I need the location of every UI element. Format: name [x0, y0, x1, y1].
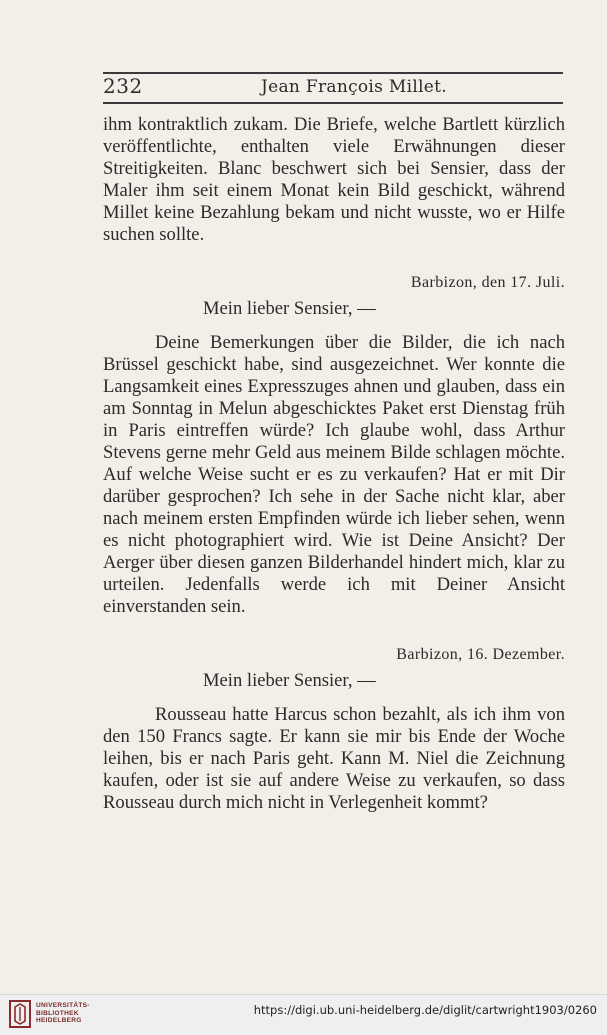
letter2-salutation: Mein lieber Sensier, —: [203, 670, 376, 691]
intro-paragraph: ihm kontraktlich zukam. Die Briefe, welche Bartlett kürzlich veröffentlichte, enthalten viele Erwähnungen dieser Streitigkeiten. Blanc beschwert sich bei Sensier, dass der Maler ihm seit einem Monat kein Bild geschickt, während Millet keine Bezahlung bekam und nicht wusste, wo er Hilfe suchen sollte.: [103, 114, 565, 245]
body-text: [103, 114, 565, 814]
library-name: [36, 1002, 90, 1025]
viewer-footer: [0, 994, 607, 1035]
letter2-place-date: Barbizon, 16. Dezember.: [396, 646, 565, 663]
header-rule-top: [103, 72, 563, 74]
letter2-text: Rousseau hatte Harcus schon bezahlt, als ich ihm von den 150 Francs sagte. Er kann sie mir bis Ende der Woche leihen, bis er nach Paris geht. Kann M. Niel die Zeichnung kaufen, oder ist sie auf andere Weise zu verkaufen, so dass Rousseau durch mich nicht in Verlegenheit kommt?: [103, 704, 565, 813]
page-header: [103, 72, 563, 106]
library-name-line: BIBLIOTHEK: [36, 1009, 79, 1017]
library-name-line: UNIVERSITÄTS-: [36, 1002, 90, 1009]
letter1-text: Deine Bemerkungen über die Bilder, die ich nach Brüssel geschickt habe, sind ausgezeichnet. Wer konnte die Langsamkeit eines Expresszuges ahnen und glauben, dass ein am Sonntag in Melun abgeschicktes Paket erst Dienstag früh in Paris eintreffen würde? Ich glaube wohl, dass Arthur Stevens gerne mehr Geld aus meinem Bilde schlagen möchte. Auf welche Weise sucht er es zu verkaufen? Hat er mit Dir darüber gesprochen? Ich sehe in der Sache nicht klar, aber nach meinem ersten Empfinden würde ich lieber sehen, wenn es nicht photographiert wird. Wie ist Deine Ansicht? Der Aerger über diesen ganzen Bilderhandel hindert mich, klar zu urteilen. Jedenfalls werde ich mit Deiner Ansicht einverstanden sein.: [103, 332, 565, 617]
running-title: Jean François Millet.: [261, 77, 448, 97]
header-rule-bottom: [103, 102, 563, 104]
letter1-salutation: Mein lieber Sensier, —: [203, 298, 376, 319]
page-number: 232: [103, 74, 143, 98]
source-url-link[interactable]: https://digi.ub.uni-heidelberg.de/diglit/cartwright1903/0260: [253, 1003, 597, 1017]
library-seal-icon: [8, 999, 32, 1029]
letter1-place-date: Barbizon, den 17. Juli.: [410, 274, 565, 291]
library-name-line: HEIDELBERG: [36, 1017, 82, 1024]
